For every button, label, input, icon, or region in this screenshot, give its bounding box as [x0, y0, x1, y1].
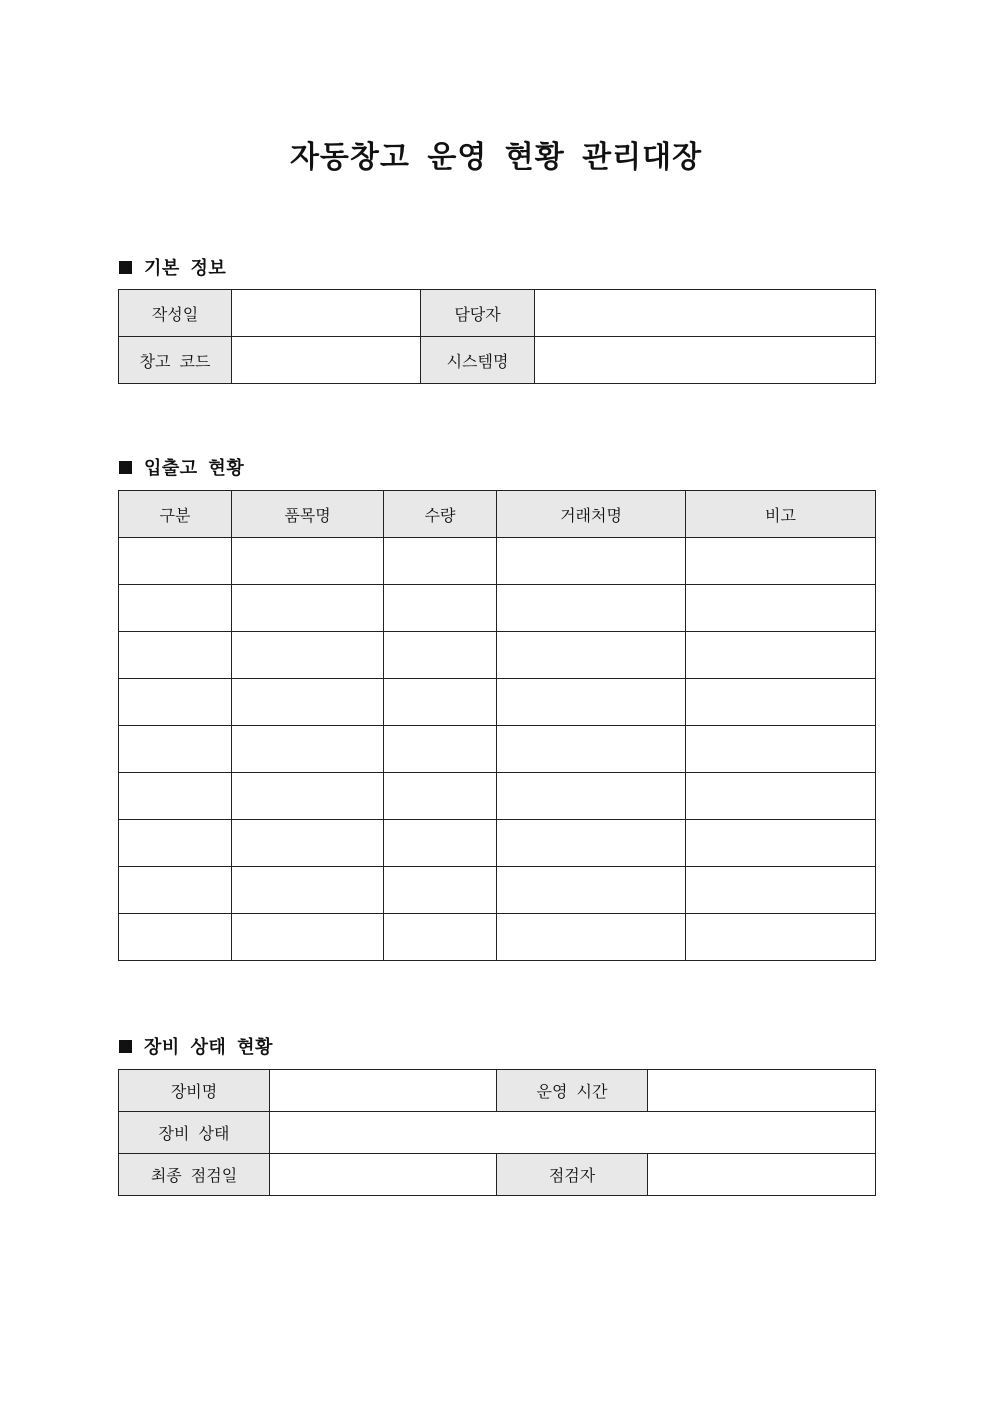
client-name-cell[interactable]	[497, 632, 686, 679]
table-row	[119, 773, 876, 820]
client-name-cell[interactable]	[497, 726, 686, 773]
warehouse-code-label: 창고 코드	[119, 337, 232, 384]
remarks-cell[interactable]	[686, 820, 876, 867]
item-name-cell[interactable]	[232, 585, 384, 632]
client-name-cell[interactable]	[497, 773, 686, 820]
table-row	[119, 585, 876, 632]
quantity-cell[interactable]	[384, 867, 497, 914]
client-name-cell[interactable]	[497, 820, 686, 867]
square-bullet-icon	[119, 461, 132, 474]
document-title: 자동창고 운영 현황 관리대장	[289, 140, 703, 175]
quantity-cell[interactable]	[384, 585, 497, 632]
category-cell[interactable]	[119, 773, 232, 820]
category-cell[interactable]	[119, 726, 232, 773]
category-cell[interactable]	[119, 538, 232, 585]
equipment-table	[118, 1069, 876, 1196]
client-name-cell[interactable]	[497, 867, 686, 914]
equipment-status-field[interactable]	[270, 1112, 876, 1154]
written-date-field[interactable]	[232, 290, 421, 337]
equipment-name-label: 장비명	[119, 1070, 270, 1112]
section-heading-inout-label: 입출고 현황	[144, 458, 245, 479]
item-name-cell[interactable]	[232, 538, 384, 585]
equipment-row	[119, 1112, 876, 1154]
equipment-status-label: 장비 상태	[119, 1112, 270, 1154]
client-name-cell[interactable]	[497, 679, 686, 726]
equipment-name-field[interactable]	[270, 1070, 497, 1112]
remarks-cell[interactable]	[686, 585, 876, 632]
equipment-row	[119, 1154, 876, 1196]
section-heading-inout	[119, 454, 244, 480]
system-name-label: 시스템명	[421, 337, 535, 384]
basic-info-row	[119, 290, 876, 337]
section-heading-basic	[119, 254, 226, 280]
inspector-label: 점검자	[497, 1154, 648, 1196]
item-name-cell[interactable]	[232, 679, 384, 726]
last-inspection-date-field[interactable]	[270, 1154, 497, 1196]
manager-label: 담당자	[421, 290, 535, 337]
section-heading-basic-label: 기본 정보	[144, 258, 227, 279]
remarks-cell[interactable]	[686, 538, 876, 585]
table-row	[119, 867, 876, 914]
square-bullet-icon	[119, 261, 132, 274]
quantity-cell[interactable]	[384, 914, 497, 961]
remarks-cell[interactable]	[686, 632, 876, 679]
table-row	[119, 726, 876, 773]
column-header-category: 구분	[119, 491, 232, 538]
inspector-field[interactable]	[648, 1154, 876, 1196]
operating-hours-label: 운영 시간	[497, 1070, 648, 1112]
quantity-cell[interactable]	[384, 820, 497, 867]
column-header-quantity: 수량	[384, 491, 497, 538]
category-cell[interactable]	[119, 679, 232, 726]
table-row	[119, 632, 876, 679]
item-name-cell[interactable]	[232, 820, 384, 867]
table-row	[119, 820, 876, 867]
category-cell[interactable]	[119, 820, 232, 867]
section-heading-equipment-label: 장비 상태 현황	[144, 1037, 273, 1058]
item-name-cell[interactable]	[232, 773, 384, 820]
manager-field[interactable]	[535, 290, 876, 337]
remarks-cell[interactable]	[686, 867, 876, 914]
table-row	[119, 679, 876, 726]
client-name-cell[interactable]	[497, 914, 686, 961]
remarks-cell[interactable]	[686, 679, 876, 726]
category-cell[interactable]	[119, 914, 232, 961]
equipment-row	[119, 1070, 876, 1112]
quantity-cell[interactable]	[384, 726, 497, 773]
quantity-cell[interactable]	[384, 679, 497, 726]
column-header-client-name: 거래처명	[497, 491, 686, 538]
category-cell[interactable]	[119, 867, 232, 914]
table-row	[119, 914, 876, 961]
square-bullet-icon	[119, 1040, 132, 1053]
operating-hours-field[interactable]	[648, 1070, 876, 1112]
section-heading-equipment	[119, 1033, 273, 1059]
client-name-cell[interactable]	[497, 538, 686, 585]
basic-info-table	[118, 289, 876, 384]
basic-info-row	[119, 337, 876, 384]
written-date-label: 작성일	[119, 290, 232, 337]
column-header-item-name: 품목명	[232, 491, 384, 538]
inout-table	[118, 490, 876, 961]
quantity-cell[interactable]	[384, 773, 497, 820]
quantity-cell[interactable]	[384, 632, 497, 679]
column-header-remarks: 비고	[686, 491, 876, 538]
client-name-cell[interactable]	[497, 585, 686, 632]
table-row	[119, 538, 876, 585]
item-name-cell[interactable]	[232, 726, 384, 773]
remarks-cell[interactable]	[686, 914, 876, 961]
item-name-cell[interactable]	[232, 632, 384, 679]
remarks-cell[interactable]	[686, 726, 876, 773]
last-inspection-date-label: 최종 점검일	[119, 1154, 270, 1196]
warehouse-code-field[interactable]	[232, 337, 421, 384]
remarks-cell[interactable]	[686, 773, 876, 820]
quantity-cell[interactable]	[384, 538, 497, 585]
item-name-cell[interactable]	[232, 914, 384, 961]
item-name-cell[interactable]	[232, 867, 384, 914]
category-cell[interactable]	[119, 585, 232, 632]
inout-header-row	[119, 491, 876, 538]
category-cell[interactable]	[119, 632, 232, 679]
system-name-field[interactable]	[535, 337, 876, 384]
